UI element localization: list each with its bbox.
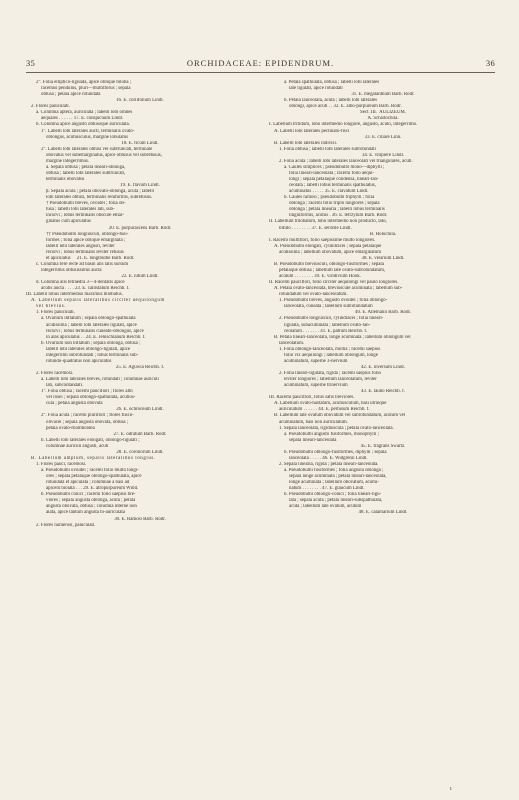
text-line: obtusa ; labelli lobi laterales subtruncati, — [46, 170, 126, 176]
text-line: 2. Sepala linearia, rigida ; petala lineari-lanceolata. — [279, 461, 379, 467]
text-line: 1. Pseudobulbi breves, angusto ovoidei ; folia oblongo- — [279, 298, 388, 304]
text-line: bifido . . . . . . . . 37. E. serotile Lindl. — [279, 225, 352, 231]
text-line: acuminatum, superne 3-nervium — [284, 358, 348, 364]
text-line: 2. Flores numerosi, paniculati. — [36, 522, 96, 528]
right-column — [269, 80, 497, 529]
text-line: tusa ; labelli lobi laterales lati, sub- — [46, 207, 115, 213]
text-line: margine integerrimus. — [46, 158, 90, 164]
text-line: † Pseudobulbi breves, ovoidei ; folia ob- — [46, 201, 126, 207]
text-line: ginatus cum apiculatus — [46, 219, 91, 225]
text-line: II. Racemi pauciflori, folio circiter aequilongi vel paulo longiores. — [269, 280, 399, 286]
text-line: late ligulati, apice rotundati — [289, 86, 343, 92]
text-line: apicem biolata . . . 29. E. atropurpureum Willd. — [46, 486, 139, 492]
page-header — [26, 58, 495, 72]
text-line: 31. E. megalanthum Barb. Rodr. — [351, 92, 415, 98]
text-line: acuminatum, basi non auriculatum. — [279, 419, 348, 425]
text-line: A. Pseudobulbi elongati, cylindracei ; sepala petalaque — [274, 243, 382, 249]
text-line: natum . . . . . . . . 47. E. glaucum Lindl. — [289, 486, 365, 492]
text-line: 16. E. coriifolium Lindl. — [116, 98, 164, 104]
text-line: 2. Folia lineari-ligulata, rigida ; racemi saepius folio — [279, 371, 381, 376]
text-line: d. Columna alis tetraedra 3—4-dentatis apice — [36, 280, 125, 286]
text-line: acutissima ; labellum obovatum, apice emarginatum — [279, 249, 382, 255]
text-line: 48. E. calamarium Lindl. — [358, 510, 408, 516]
text-line: B. Labellum late ovatum obovatum vel subrotundatum, acutum vel — [274, 413, 406, 419]
text-line: A. Labellum sepalis lateralibus circiter aequilongum — [31, 298, 165, 304]
text-line: b. Caules ramosi ; pseudobulbi triphylli ; folia — [284, 195, 375, 201]
left-column — [26, 80, 254, 529]
text-line: et apiculatus 21. E. longibulbe Barb. Rodr. — [46, 255, 135, 261]
text-line: lata ; sepala acuta ; petala lineari-subspathulata, — [289, 498, 383, 504]
text-line: lanceolatum. — [279, 340, 305, 346]
text-line: b. Ovarium non inflatum ; sepala oblonga, obtusa ; — [41, 340, 141, 346]
text-line: 43. E. laubo Reichb. f. — [360, 389, 405, 395]
text-line: 27. E. odratum Barb. Rodr. — [113, 431, 167, 437]
text-line: alata, apice tantum angusta bi-auriculata — [46, 510, 125, 516]
text-line: a. Labelli lobi laterales breves, rotundati ; columnae auriculi — [41, 377, 159, 383]
text-line: 2°. Labelli lobi laterales obtusi vel subtruncati, terminale — [41, 146, 153, 152]
text-line: acutum . . . . . . . . 39. E. viridivium Hook. — [279, 274, 361, 279]
text-line: labelli lobi laterales angusti, leviter — [46, 243, 115, 249]
text-line: 18. E. ficum Lindl. — [121, 140, 159, 146]
text-line: 40. E. Allemanii Barb. Rodr. — [355, 310, 411, 316]
text-line: acuminatum, superne trinervium — [284, 383, 348, 389]
text-line: b. Labelli lobi laterales elongati, oblongo-ligulati ; — [41, 437, 140, 443]
text-line: 2°. Folia elliptico-ligulata, apice oblique biloba ; — [36, 80, 132, 85]
text-line: 34. E. vitipiere Lindl. — [361, 152, 405, 158]
text-line: formes ; folia apice oblique emarginata ; — [46, 237, 126, 243]
text-line: b. Pseudobulbi conici ; racemi folio saepius bre- — [41, 492, 136, 498]
header-rule — [26, 72, 495, 73]
text-line: 1°. Folia obtusa ; racemi paucifiori ; flores albi — [41, 389, 133, 395]
text-line: III. Racemi paucifiori, foliis satis breviores. — [269, 395, 355, 401]
text-line: 28. E. coronorum Lindl. — [116, 449, 164, 455]
text-line: a. Pseudobulbi ovoidei ; racemi folio multo longi- — [41, 468, 139, 473]
text-line: leviter longiores ; labellum lanceolatum, leviter — [284, 377, 377, 383]
text-line: incurvi ; lobus terminalis obscure emar- — [46, 213, 124, 219]
text-line: β. Sepala acuta ; petala obovato-oblonga, acuta ; labelli — [46, 189, 155, 195]
text-line: 1. Flores paniculati. — [36, 310, 75, 316]
text-line: A. Labellum ovato-hastatum, acutiusculum, basi utrinque — [274, 401, 387, 407]
page-number-right: 36 — [485, 58, 495, 68]
text-line: 42. E. inversum Lindl. — [360, 364, 405, 370]
text-line: petala ovato-rhomboidea — [46, 425, 95, 431]
text-line: a. Columna aptera, auriculata ; labelli lobi omnes — [36, 110, 133, 116]
text-line: ceolatum . . . . . . . 41. E. patrum Reichb. f. — [284, 328, 368, 334]
text-line: oblongus, acutiusculus, margine lobulatus — [46, 134, 129, 140]
text-line: rotundo-quadratus non apiculatus — [46, 358, 112, 364]
text-line: petalaque obtusa ; labellum late ovato-subrotundatum, — [279, 267, 386, 273]
text-line: 1. Flores pauci, racemosi. — [36, 461, 87, 467]
page-number-left: 35 — [26, 58, 36, 68]
text-line: B. Petala lineari-lanceolata, longe acuminata ; labellum oblongum vel — [274, 334, 411, 340]
text-line: oblonga ; racemi folio triplo longiores ; sepala — [289, 201, 380, 207]
text-line: 2. Pseudobulbi longiusculi, cylindracei ; folia lineari- — [279, 316, 384, 322]
text-line: 1. Folia obtusa ; labelli lobi laterales subrotundati — [279, 146, 376, 152]
running-title: ORCHIDACEAE: EPIDENDRUM. — [186, 58, 335, 68]
text-line: A. Labelli lobi laterales pectinato-fisci — [274, 128, 350, 134]
text-line: labelli lobi laterales oblongo-ligulati, apice — [46, 346, 131, 352]
text-line: lati, subcontandati. — [46, 383, 84, 389]
text-line: B. Labelli lobi laterales indivisi. — [274, 140, 338, 146]
text-line: A. Schistochila. — [367, 116, 399, 122]
text-line: a. Petala spathulata, obtusa ; labelli lobi laterales — [284, 80, 380, 85]
text-line: a. Pseudobulbi fusiformes ; folia angusta oblonga ; — [284, 468, 384, 473]
text-line: Sect. III. AULIZEUM. — [360, 110, 406, 116]
text-line: a. Sepala obtusa ; petala lineari-oblonga, — [46, 164, 126, 170]
text-line: c. Columna fere recte ad basin alis latis sursum — [36, 261, 129, 267]
text-line: a. Pseudobulbi angusto fusiformes, monophylli ; — [284, 431, 379, 437]
text-line: olivacei ; sepala angusta obovata, obtusa ; — [46, 419, 129, 425]
text-columns — [26, 80, 497, 529]
text-line: 1°. Labelli lobi laterales aucti, terminalis ovato- — [41, 128, 135, 134]
text-line: obtusa ; petala apice rotundata — [41, 92, 101, 98]
text-line: lobi laterales obtusi, terminalis reniformis, subretusus. — [46, 195, 153, 201]
text-line: rotundatum vel ovato-lanceolatum. — [279, 292, 348, 298]
text-line: oblonga ; petala linearia ; labelli lobus terminalis — [289, 207, 385, 213]
text-line: 22. E. nitum Lindl. — [121, 274, 159, 279]
text-line: 26. E. ochroceum Lindl. — [116, 407, 164, 413]
text-line: longe acuminata ; labellum obovatum, acumi- — [289, 480, 379, 486]
text-line: terminalis obovatus — [46, 177, 85, 182]
text-line: racemus pendulus, pluri—multiflorus ; sepala — [41, 86, 131, 92]
text-line: viores ; sepala angusta oblonga, acuta ; petala — [46, 498, 136, 504]
text-line: in alas apiculatus . . 24. E. Jenischianum Reichb. f. — [46, 334, 146, 340]
text-line: angusta obovata, obtusa ; columna interne non — [46, 504, 137, 510]
text-line: ligulata, subacuminata ; labellum ovato-lan- — [284, 322, 371, 328]
text-line: B. Holochila. — [369, 231, 397, 237]
text-line: b. Pseudobulbi oblongo-conici ; folia lineari-ligu- — [284, 492, 382, 498]
text-line: 25. E. Aguwia Reichb. f. — [115, 364, 165, 370]
text-line: auriculatum . . . . . . 44. E. pertusum Reichb. f. — [279, 407, 370, 413]
text-line: III. Labelli lobus intermedius maximus bilobatus. — [26, 292, 123, 298]
text-line: 45. E. fragrans Swartz. — [360, 443, 406, 449]
text-line: I. Racemi multiflori, folio saepissime multo longiores. — [269, 237, 376, 243]
text-line: b. Pseudobulbi oblongo-fusiformes, diphylli ; sepala — [284, 449, 387, 455]
text-line: lanceolata . . . . . 46. E. Widgrenii Lindl. — [289, 455, 368, 461]
text-line: 38. E. vesirium Lindl. — [361, 255, 405, 261]
text-line: b. Petala lanceolata, acuta ; labelli lobi laterales — [284, 98, 378, 104]
text-line: acuta ; labellum late ovatum, acutum — [289, 504, 362, 510]
text-line: linguiformis, acutus . 36. E. tetrzylum Barb. Rodr. — [289, 213, 388, 219]
text-line: aequales . . . . . . 17. E. conspicuum Lindl. — [41, 116, 124, 122]
text-line: II. Labellum trilobatum, lobo intermedio non producto, lato, — [269, 219, 387, 225]
text-line: b. Columna apice angusto obtusoque auriculata. — [36, 122, 130, 128]
text-line: B. Labellum amplum, sepalis lateralibus longius. — [31, 455, 156, 461]
text-line: 1. Folia oblongo-lanceolata, mollia ; racemi saepius — [279, 346, 381, 352]
text-line: recurvi ; lobus terminalis leviter retusus — [46, 249, 124, 255]
text-line: ores ; sepala petalaque oblongo-spathulata, apice — [46, 474, 142, 480]
text-line: 1. Sepala lanceolata, rigidiuscula ; petala ovato-lanceolata. — [279, 425, 394, 431]
text-line: folio vix aequilongi ; labellum oblongum, longe — [284, 352, 378, 358]
text-line: integerrimis obtusissimis aucta — [41, 267, 102, 273]
text-line: sepala longe acuminata ; petala lineari-lanceolata, — [289, 474, 387, 480]
text-line: sepala lineari-lanceolata — [289, 437, 337, 443]
text-line: B. Pseudobulbi breviusculi, oblongo-fusiformes ; sepala — [274, 261, 384, 267]
text-line: 2. Flores paniculati. — [31, 104, 70, 110]
text-line: rotundata et apiculata ; columnae a basi ad — [46, 480, 130, 486]
text-line: obovatus vel subemarginatus, apice obtusus vel subretusus, — [46, 152, 162, 158]
text-line: integerrimi subrotundati ; lobus terminalis sub- — [46, 352, 139, 358]
text-line: vel brevius. — [36, 304, 67, 310]
text-line: 19. E. flavum Lindl. — [120, 183, 160, 189]
text-line: A. Petala ovato-lanceolata, breviuscule acuminata ; labellum sub- — [274, 286, 403, 292]
text-line: 30. E. Ramosi Barb. Rodr. — [114, 516, 166, 522]
text-line: †† Pseudobulbi longiusculi, oblongo-fusi- — [46, 231, 129, 237]
text-line: I. Labellum trifidum, lobo intermedio longiore, angusto, acuto, integerrimo. — [269, 122, 418, 128]
text-line: 2. Flores racemosi. — [36, 371, 74, 376]
text-line: oblongi, apice acuti . . 32. E. albo-purpureum Barb. Rodr. — [289, 104, 402, 110]
text-line: acutissima ; labelli lobi laterales ligulati, apice — [46, 322, 137, 328]
text-line: lanceolata, cuneata ; labellum subrotundatum — [284, 304, 373, 310]
text-line: 2. Folia acuta ; labelli lobi laterales lanceolati vel triangulares, acuti. — [279, 158, 413, 164]
text-line: a. Caules simplices ; pseudobulbi mono—diphylli ; — [284, 164, 385, 170]
text-line: 33. E. ciliare Linn. — [364, 134, 402, 140]
text-line: columnae auriculi angusti, acuti — [46, 443, 109, 449]
text-line: acutis aucta . . . . 23. E. callistatum Reichb. f. — [41, 286, 130, 292]
text-line: recurvi ; lobus terminalis cuneato-oblongus, apice — [46, 328, 144, 334]
text-line: vel rosei ; sepala oblongo-spathulata, acutius- — [46, 395, 136, 401]
text-line: longi ; sepala petalaque condensa, lineari-lan- — [289, 177, 379, 182]
text-line: acuminatus . . . . . 35. E. clavatum Lindl. — [289, 189, 369, 195]
text-line: 20. E. purpurascens Barb. Rodr. — [108, 225, 172, 231]
text-line: 2°. Folia acuta ; racemi pluriflori ; flores fusco- — [41, 413, 134, 419]
text-line: folia lineari-lanceolata ; racemi folio aequi- — [289, 170, 375, 176]
footer-mark: ı — [450, 786, 452, 792]
text-line: ceolata ; labelli lobus terminalis spathulatus, — [289, 183, 376, 189]
text-line: cula ; petala angustа obovata — [46, 401, 103, 407]
text-line: a. Ovarium inflatum ; sepala oblongo-spathulata — [41, 316, 136, 322]
